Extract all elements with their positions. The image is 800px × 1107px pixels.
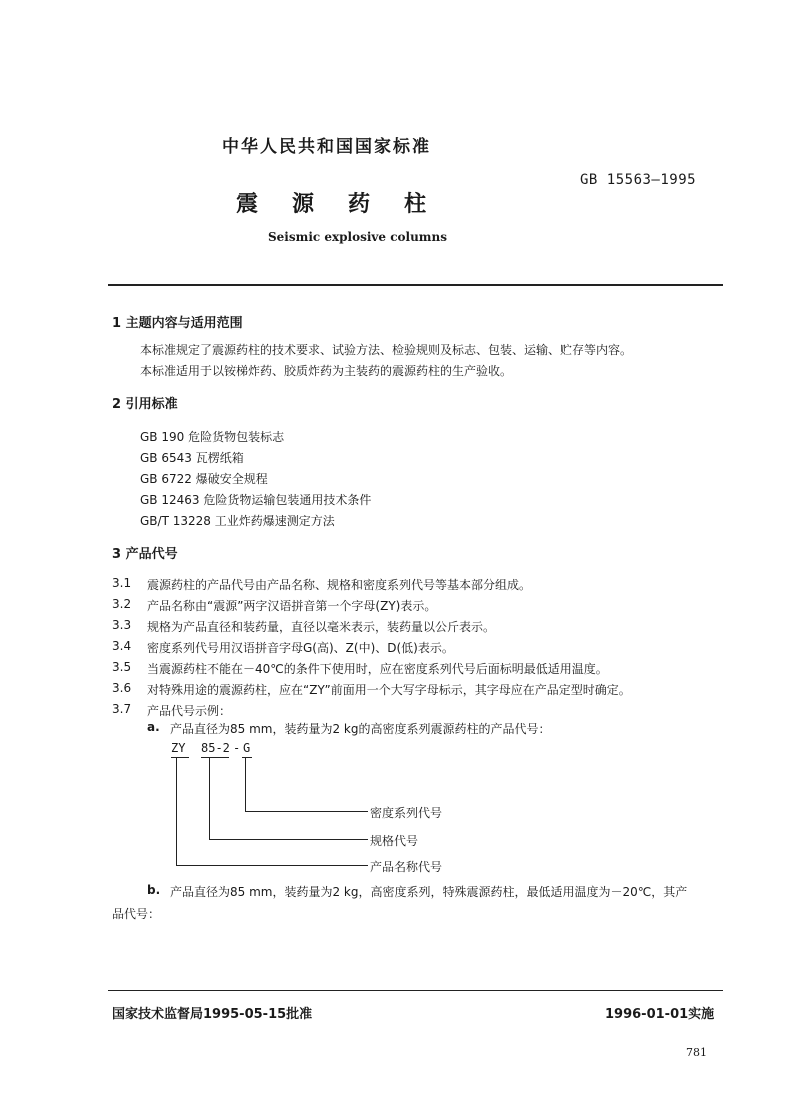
document-title-english: Seismic explosive columns — [268, 230, 447, 244]
clause-text: 产品名称由“震源”两字汉语拼音第一个字母(ZY)表示。 — [147, 599, 437, 613]
reference-item: GB 12463 危险货物运输包装通用技术条件 — [140, 493, 372, 507]
standard-number: GB 15563—1995 — [580, 172, 697, 188]
clause-number: 3.4 — [112, 639, 132, 653]
label-spec-code: 规格代号 — [370, 834, 419, 848]
clause-text: 产品代号示例： — [147, 704, 232, 718]
section-1-heading: 1 主题内容与适用范围 — [112, 316, 243, 331]
reference-item: GB 6722 爆破安全规程 — [140, 472, 268, 486]
code-part-separator: - — [233, 741, 241, 755]
leader-arm-name — [176, 865, 368, 866]
clause-text: 规格为产品直径和装药量，直径以毫米表示，装药量以公斤表示。 — [147, 620, 496, 634]
reference-item: GB/T 13228 工业炸药爆速测定方法 — [140, 514, 335, 528]
code-part-density: G — [243, 741, 251, 755]
footer-divider — [108, 990, 723, 991]
code-underline-zy — [171, 757, 189, 758]
leader-line-spec — [209, 757, 210, 839]
example-a-label: a. — [147, 720, 160, 734]
code-part-zy: ZY — [171, 741, 186, 755]
leader-line-density — [245, 757, 246, 811]
clause-text: 当震源药柱不能在－40℃的条件下使用时，应在密度系列代号后面标明最低适用温度。 — [147, 662, 608, 676]
code-underline-spec — [201, 757, 229, 758]
reference-item: GB 190 危险货物包装标志 — [140, 430, 285, 444]
label-density-code: 密度系列代号 — [370, 806, 443, 820]
clause-number: 3.1 — [112, 576, 132, 590]
example-b-text: 产品直径为85 mm，装药量为2 kg，高密度系列，特殊震源药柱，最低适用温度为－20℃，其产 — [170, 885, 688, 899]
section-1-paragraph: 本标准规定了震源药柱的技术要求、试验方法、检验规则及标志、包装、运输、贮存等内容。 — [140, 343, 633, 357]
leader-arm-density — [245, 811, 368, 812]
clause-number: 3.2 — [112, 597, 132, 611]
section-1-paragraph: 本标准适用于以铵梯炸药、胶质炸药为主装药的震源药柱的生产验收。 — [140, 364, 513, 378]
header-divider — [108, 284, 723, 286]
clause-number: 3.5 — [112, 660, 132, 674]
national-standard-title: 中华人民共和国国家标准 — [222, 137, 431, 157]
leader-arm-spec — [209, 839, 368, 840]
example-b-text-continued: 品代号： — [112, 907, 161, 921]
reference-item: GB 6543 瓦楞纸箱 — [140, 451, 244, 465]
clause-number: 3.6 — [112, 681, 132, 695]
code-underline-density — [242, 757, 252, 758]
code-part-spec: 85-2 — [201, 741, 230, 755]
page-number: 781 — [686, 1046, 707, 1059]
approval-note: 国家技术监督局1995-05-15批准 — [112, 1007, 313, 1022]
implementation-date: 1996-01-01实施 — [605, 1007, 715, 1022]
label-name-code: 产品名称代号 — [370, 860, 443, 874]
section-2-heading: 2 引用标准 — [112, 397, 178, 412]
clause-text: 震源药柱的产品代号由产品名称、规格和密度系列代号等基本部分组成。 — [147, 578, 532, 592]
section-3-heading: 3 产品代号 — [112, 547, 178, 562]
document-title: 震源药柱 — [236, 192, 461, 217]
clause-number: 3.7 — [112, 702, 132, 716]
clause-number: 3.3 — [112, 618, 132, 632]
clause-text: 密度系列代号用汉语拼音字母G(高)、Z(中)、D(低)表示。 — [147, 641, 454, 655]
example-b-label: b. — [147, 883, 161, 897]
leader-line-name — [176, 757, 177, 865]
clause-text: 对特殊用途的震源药柱，应在“ZY”前面用一个大写字母标示，其字母应在产品定型时确定。 — [147, 683, 631, 697]
example-a-text: 产品直径为85 mm，装药量为2 kg的高密度系列震源药柱的产品代号： — [170, 722, 551, 736]
